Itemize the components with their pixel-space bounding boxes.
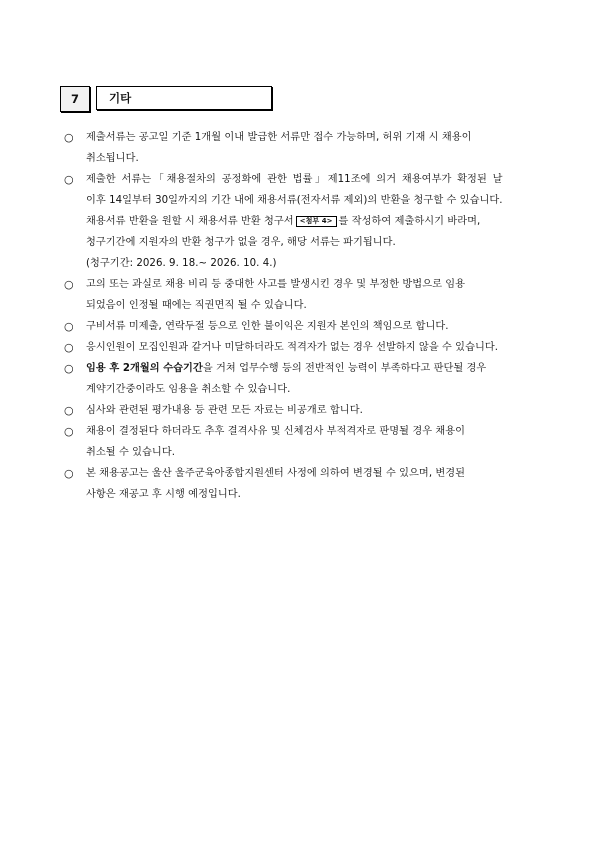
bullet-icon: ○ — [64, 131, 74, 144]
item-text: 사항은 재공고 후 시행 예정입니다. — [86, 489, 241, 500]
item-text: 본 채용공고는 울산 울주군육아종합지원센터 사정에 의하여 변경될 수 있으며, 변경된 — [86, 468, 466, 479]
item-text: 채용이 결정된다 하더라도 추후 결격사유 및 신체검사 부적격자로 판명될 경우 채용이 — [86, 426, 466, 437]
item-text: 이후 14일부터 30일까지의 기간 내에 채용서류(전자서류 제외)의 반환을 청구할 수 있습니다. — [86, 195, 503, 206]
item-text: 임용 후 2개월의 수습기간을 거쳐 업무수행 등의 전반적인 능력이 부족하다고 판단될 경우 — [86, 363, 487, 374]
list-item — [64, 421, 546, 463]
item-text: 채용서류 반환을 원할 시 채용서류 반환 청구서 <첨부 4> 를 작성하여 제출하시기 바라며, — [86, 216, 481, 227]
bullet-icon: ○ — [64, 404, 74, 417]
bullet-icon: ○ — [64, 278, 74, 291]
list-item — [64, 169, 546, 274]
item-text: 청구기간에 지원자의 반환 청구가 없을 경우, 해당 서류는 파기됩니다. — [86, 237, 396, 248]
section-header — [60, 86, 272, 112]
item-text: 취소됩니다. — [86, 153, 139, 164]
list-item — [64, 463, 546, 505]
item-text: 응시인원이 모집인원과 같거나 미달하더라도 적격자가 없는 경우 선발하지 않을 수 있습니다. — [86, 342, 499, 353]
bullet-icon: ○ — [64, 467, 74, 480]
section-number: 7 — [60, 86, 90, 112]
notice-list — [64, 127, 546, 505]
list-item — [64, 337, 546, 358]
bullet-icon: ○ — [64, 425, 74, 438]
item-text: 계약기간중이라도 임용을 취소할 수 있습니다. — [86, 384, 291, 395]
item-text: 심사와 관련된 평가내용 등 관련 모든 자료는 비공개로 합니다. — [86, 405, 363, 416]
item-text: 제출서류는 공고일 기준 1개월 이내 발급한 서류만 접수 가능하며, 허위 기재 시 채용이 — [86, 132, 472, 143]
list-item — [64, 358, 546, 400]
item-text: 고의 또는 과실로 채용 비리 등 중대한 사고를 발생시킨 경우 및 부정한 방법으로 임용 — [86, 279, 466, 290]
bullet-icon: ○ — [64, 320, 74, 333]
bullet-icon: ○ — [64, 341, 74, 354]
section-title: 기타 — [96, 86, 272, 110]
list-item — [64, 127, 546, 169]
bullet-icon: ○ — [64, 362, 74, 375]
item-text: 제출한 서류는「채용절차의 공정화에 관한 법률」제11조에 의거 채용여부가 확정된 날 — [86, 174, 503, 185]
bullet-icon: ○ — [64, 173, 74, 186]
list-item — [64, 400, 546, 421]
list-item — [64, 274, 546, 316]
item-text: 구비서류 미제출, 연락두절 등으로 인한 불이익은 지원자 본인의 책임으로 합니다. — [86, 321, 449, 332]
probation-highlight: 임용 후 2개월의 수습기간 — [86, 363, 203, 374]
request-period: (청구기간: 2026. 9. 18.~ 2026. 10. 4.) — [86, 258, 277, 269]
item-text: 되었음이 인정될 때에는 직권면직 될 수 있습니다. — [86, 300, 307, 311]
item-text: 취소될 수 있습니다. — [86, 447, 175, 458]
list-item — [64, 316, 546, 337]
attachment-tag: <첨부 4> — [296, 216, 337, 227]
